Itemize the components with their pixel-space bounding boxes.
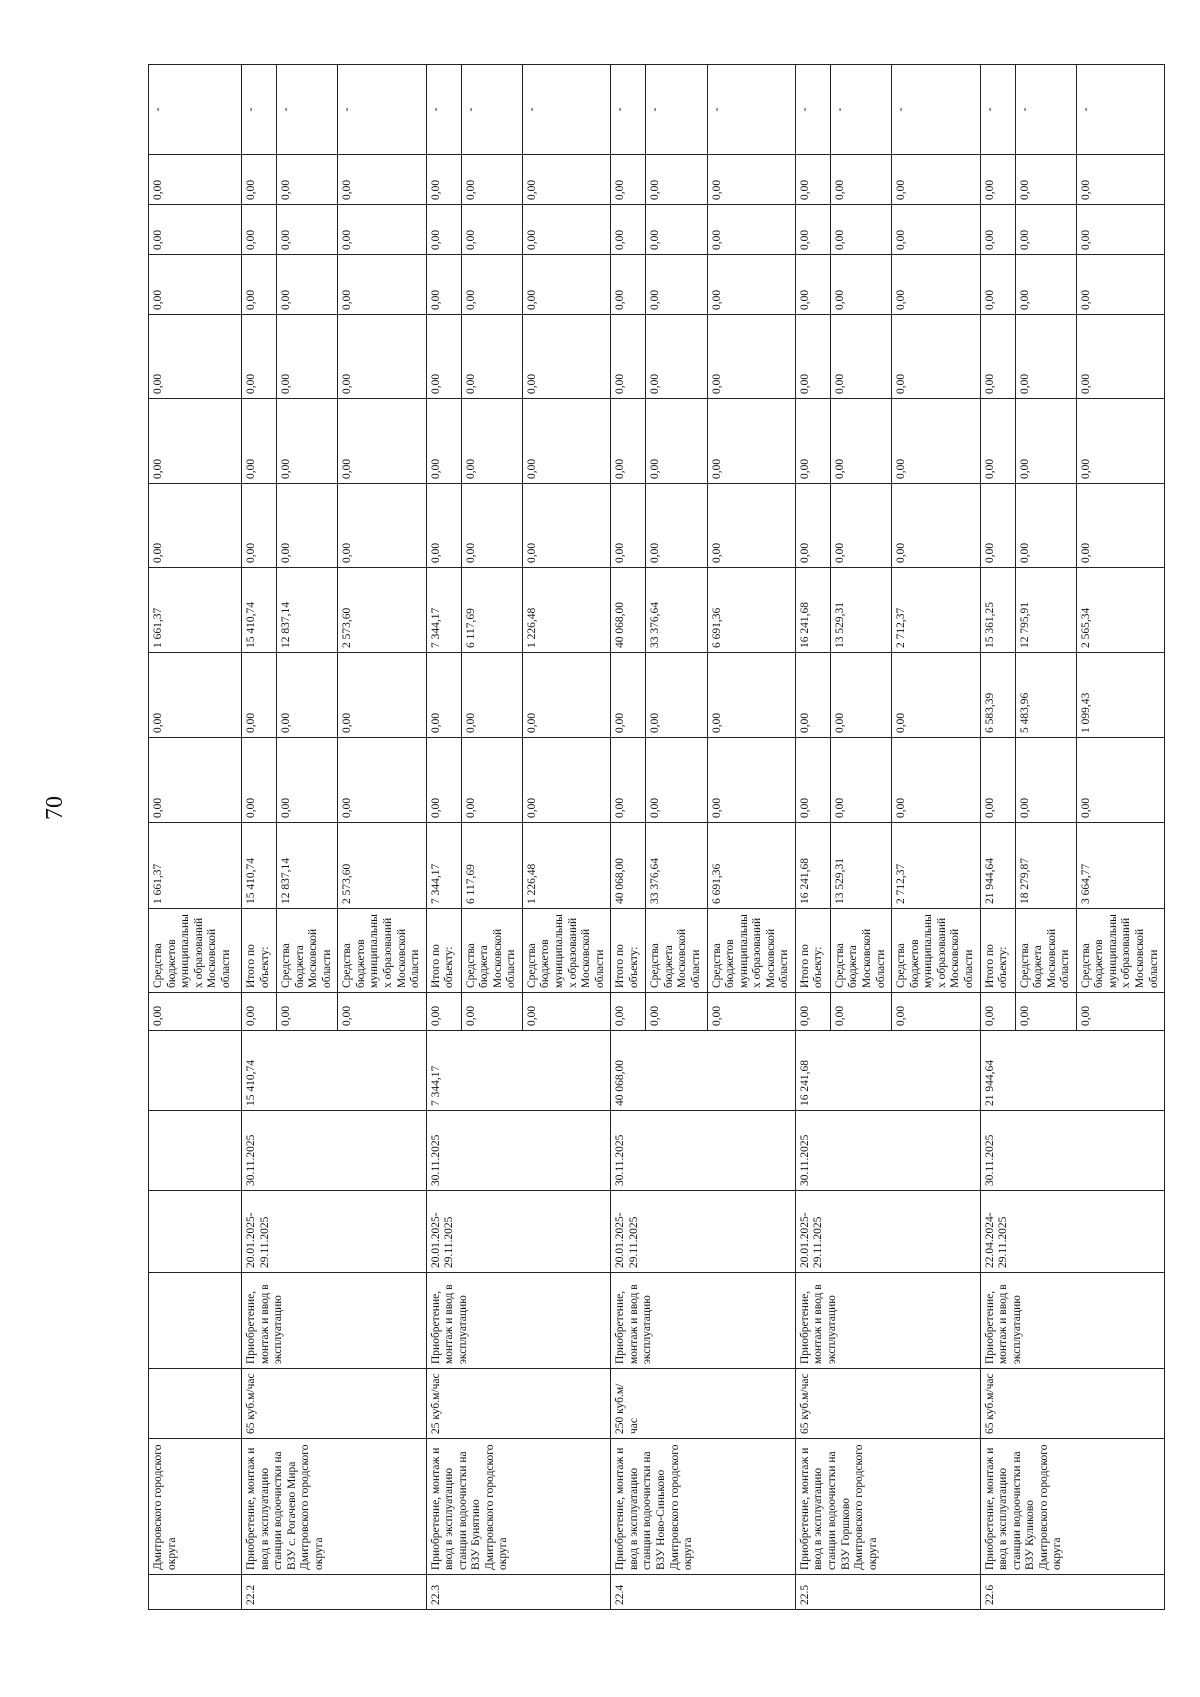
value-cell: 0,00 [795,155,830,205]
source-cell: Средства бюджета Московской области [461,909,522,993]
value-cell: 0,00 [338,399,426,484]
value-cell: 0,00 [461,993,522,1031]
value-cell: 0,00 [980,315,1015,399]
budget-table-container [148,65,1160,1610]
value-cell: 0,00 [242,155,277,205]
value-cell: 0,00 [426,205,461,255]
value-cell: 33 376,64 [646,823,707,909]
value-cell: 0,00 [149,993,242,1031]
dash-cell: - [830,65,891,155]
value-cell: 0,00 [795,255,830,315]
item-capacity: 25 куб.м/час [426,1369,611,1439]
dash-cell: - [277,65,338,155]
item-number: 22.2 [242,1575,427,1610]
value-cell: 7 344,17 [426,568,461,653]
item-work-type: Приобретение, монтаж и ввод в эксплуатацию [611,1273,796,1369]
value-cell: 0,00 [338,205,426,255]
source-cell: Средства бюджетов муниципальных образований Московской области [149,909,242,993]
value-cell: 0,00 [707,653,795,738]
value-cell: 0,00 [1015,315,1076,399]
value-cell: 0,00 [338,738,426,823]
value-cell: 0,00 [1076,155,1164,205]
table-row [980,65,1015,1610]
value-cell: 0,00 [830,484,891,568]
value-cell: 0,00 [707,484,795,568]
value-cell: 0,00 [149,155,242,205]
value-cell: 0,00 [338,155,426,205]
value-cell: 0,00 [830,315,891,399]
value-cell: 0,00 [980,205,1015,255]
value-cell: 0,00 [426,993,461,1031]
value-cell: 0,00 [338,315,426,399]
value-cell: 2 712,37 [892,823,980,909]
value-cell: 1 099,43 [1076,653,1164,738]
value-cell: 0,00 [242,205,277,255]
value-cell: 0,00 [646,738,707,823]
source-cell: Средства бюджета Московской области [646,909,707,993]
value-cell: 0,00 [522,993,610,1031]
table-row [795,65,830,1610]
item-period: 22.04.2024-29.11.2025 [980,1191,1165,1273]
value-cell: 0,00 [242,653,277,738]
value-cell: 0,00 [611,484,646,568]
item-limit: 16 241,68 [795,1031,980,1111]
table-body [149,65,1165,1610]
value-cell: 0,00 [1076,315,1164,399]
owner-cell: Дмитровского городского округа [149,1439,242,1575]
dash-cell: - [522,65,610,155]
value-cell: 0,00 [149,315,242,399]
dash-cell: - [980,65,1015,155]
value-cell: 5 483,96 [1015,653,1076,738]
item-limit: 7 344,17 [426,1031,611,1111]
value-cell: 0,00 [980,155,1015,205]
value-cell: 0,00 [611,255,646,315]
value-cell: 0,00 [242,738,277,823]
value-cell: 0,00 [707,155,795,205]
value-cell: 6 691,36 [707,823,795,909]
value-cell: 0,00 [277,315,338,399]
value-cell: 0,00 [830,205,891,255]
value-cell: 0,00 [522,255,610,315]
value-cell: 0,00 [892,484,980,568]
value-cell: 0,00 [242,255,277,315]
dash-cell: - [242,65,277,155]
value-cell: 0,00 [277,205,338,255]
value-cell: 0,00 [461,399,522,484]
value-cell: 0,00 [892,255,980,315]
source-cell: Итого по объекту: [426,909,461,993]
dash-cell: - [149,65,242,155]
item-capacity: 250 куб.м/час [611,1369,796,1439]
item-work-type: Приобретение, монтаж и ввод в эксплуатацию [426,1273,611,1369]
value-cell: 21 944,64 [980,823,1015,909]
value-cell: 0,00 [426,155,461,205]
dash-cell: - [892,65,980,155]
table-row [426,65,461,1610]
item-work-type: Приобретение, монтаж и ввод в эксплуатацию [242,1273,427,1369]
value-cell: 0,00 [707,993,795,1031]
value-cell: 0,00 [1076,738,1164,823]
value-cell: 0,00 [830,653,891,738]
value-cell: 1 661,37 [149,823,242,909]
table-row [611,65,646,1610]
value-cell: 0,00 [980,993,1015,1031]
item-completion-date: 30.11.2025 [426,1111,611,1191]
item-period: 20.01.2025-29.11.2025 [795,1191,980,1273]
value-cell: 15 410,74 [242,823,277,909]
value-cell: 0,00 [611,315,646,399]
value-cell: 0,00 [522,205,610,255]
value-cell: 0,00 [611,205,646,255]
value-cell: 0,00 [830,993,891,1031]
value-cell: 0,00 [892,205,980,255]
value-cell: 0,00 [242,993,277,1031]
item-number: 22.6 [980,1575,1165,1610]
value-cell: 18 279,87 [1015,823,1076,909]
value-cell: 0,00 [461,255,522,315]
value-cell: 0,00 [149,738,242,823]
value-cell: 0,00 [795,653,830,738]
value-cell: 0,00 [1015,399,1076,484]
dash-cell: - [461,65,522,155]
item-limit: 40 068,00 [611,1031,796,1111]
value-cell: 0,00 [277,993,338,1031]
value-cell: 0,00 [611,399,646,484]
value-cell: 0,00 [242,315,277,399]
value-cell: 1 226,48 [522,568,610,653]
value-cell: 2 565,34 [1076,568,1164,653]
value-cell: 0,00 [646,653,707,738]
value-cell: 0,00 [242,399,277,484]
source-cell: Итого по объекту: [795,909,830,993]
item-period: 20.01.2025-29.11.2025 [611,1191,796,1273]
table-row [242,65,277,1610]
item-work-type: Приобретение, монтаж и ввод в эксплуатацию [795,1273,980,1369]
value-cell: 0,00 [611,738,646,823]
value-cell: 0,00 [707,315,795,399]
value-cell: 0,00 [1015,484,1076,568]
value-cell: 0,00 [426,653,461,738]
source-cell: Средства бюджетов муниципальных образований Московской области [338,909,426,993]
value-cell: 13 529,31 [830,568,891,653]
value-cell: 0,00 [795,399,830,484]
value-cell: 0,00 [892,653,980,738]
item-completion-date: 30.11.2025 [795,1111,980,1191]
value-cell: 0,00 [149,484,242,568]
value-cell: 33 376,64 [646,568,707,653]
source-cell: Итого по объекту: [611,909,646,993]
source-cell: Средства бюджета Московской области [830,909,891,993]
value-cell: 0,00 [426,399,461,484]
dash-cell: - [611,65,646,155]
value-cell: 15 361,25 [980,568,1015,653]
value-cell: 0,00 [338,484,426,568]
cell-empty [149,1369,242,1439]
cell-empty [149,1273,242,1369]
value-cell: 0,00 [149,653,242,738]
value-cell: 0,00 [830,255,891,315]
item-number: 22.3 [426,1575,611,1610]
value-cell: 0,00 [795,738,830,823]
value-cell: 0,00 [646,484,707,568]
value-cell: 16 241,68 [795,568,830,653]
value-cell: 0,00 [611,155,646,205]
value-cell: 0,00 [980,738,1015,823]
value-cell: 0,00 [892,993,980,1031]
source-cell: Средства бюджетов муниципальных образований Московской области [1076,909,1164,993]
value-cell: 0,00 [277,399,338,484]
value-cell: 0,00 [646,155,707,205]
value-cell: 0,00 [1015,255,1076,315]
value-cell: 0,00 [707,255,795,315]
value-cell: 0,00 [646,255,707,315]
source-cell: Средства бюджетов муниципальных образований Московской области [707,909,795,993]
value-cell: 0,00 [426,315,461,399]
value-cell: 0,00 [426,255,461,315]
value-cell: 15 410,74 [242,568,277,653]
value-cell: 0,00 [1015,738,1076,823]
item-name: Приобретение, монтаж и ввод в эксплуатацию станции водоочистки на ВЗУ Бунятино Дмитровского городского округа [426,1439,611,1575]
value-cell: 0,00 [338,255,426,315]
value-cell: 12 837,14 [277,568,338,653]
source-cell: Средства бюджетов муниципальных образований Московской области [892,909,980,993]
value-cell: 0,00 [1015,155,1076,205]
source-cell: Итого по объекту: [242,909,277,993]
value-cell: 0,00 [1076,399,1164,484]
cell-empty [149,1111,242,1191]
value-cell: 0,00 [1076,484,1164,568]
value-cell: 0,00 [1076,255,1164,315]
value-cell: 0,00 [707,205,795,255]
value-cell: 0,00 [426,738,461,823]
item-name: Приобретение, монтаж и ввод в эксплуатацию станции водоочистки на ВЗУ Ново-Синьково Дмитровского городского округа [611,1439,796,1575]
value-cell: 6 117,69 [461,568,522,653]
value-cell: 3 664,77 [1076,823,1164,909]
value-cell: 40 068,00 [611,823,646,909]
value-cell: 0,00 [522,399,610,484]
value-cell: 0,00 [892,738,980,823]
item-name: Приобретение, монтаж и ввод в эксплуатацию станции водоочистки на ВЗУ Куликово Дмитровского городского округа [980,1439,1165,1575]
value-cell: 0,00 [522,484,610,568]
dash-cell: - [426,65,461,155]
value-cell: 0,00 [461,155,522,205]
dash-cell: - [1015,65,1076,155]
item-number: 22.5 [795,1575,980,1610]
value-cell: 0,00 [522,653,610,738]
value-cell: 1 661,37 [149,568,242,653]
value-cell: 0,00 [980,255,1015,315]
value-cell: 6 583,39 [980,653,1015,738]
value-cell: 0,00 [461,653,522,738]
value-cell: 0,00 [1076,205,1164,255]
value-cell: 16 241,68 [795,823,830,909]
value-cell: 0,00 [338,653,426,738]
value-cell: 0,00 [707,399,795,484]
dash-cell: - [707,65,795,155]
item-limit: 15 410,74 [242,1031,427,1111]
value-cell: 0,00 [980,484,1015,568]
value-cell: 0,00 [242,484,277,568]
value-cell: 12 795,91 [1015,568,1076,653]
value-cell: 13 529,31 [830,823,891,909]
dash-cell: - [1076,65,1164,155]
item-limit: 21 944,64 [980,1031,1165,1111]
value-cell: 0,00 [611,653,646,738]
item-period: 20.01.2025-29.11.2025 [426,1191,611,1273]
cell-empty [149,1575,242,1610]
value-cell: 0,00 [646,205,707,255]
value-cell: 6 691,36 [707,568,795,653]
value-cell: 0,00 [646,993,707,1031]
item-period: 20.01.2025-29.11.2025 [242,1191,427,1273]
item-completion-date: 30.11.2025 [980,1111,1165,1191]
source-cell: Средства бюджетов муниципальных образований Московской области [522,909,610,993]
value-cell: 0,00 [646,399,707,484]
dash-cell: - [795,65,830,155]
value-cell: 0,00 [277,155,338,205]
item-completion-date: 30.11.2025 [611,1111,796,1191]
value-cell: 6 117,69 [461,823,522,909]
value-cell: 12 837,14 [277,823,338,909]
item-capacity: 65 куб.м/час [980,1369,1165,1439]
source-cell: Средства бюджета Московской области [277,909,338,993]
source-cell: Итого по объекту: [980,909,1015,993]
value-cell: 0,00 [522,155,610,205]
value-cell: 0,00 [830,155,891,205]
value-cell: 0,00 [611,993,646,1031]
value-cell: 0,00 [277,484,338,568]
value-cell: 0,00 [830,738,891,823]
value-cell: 0,00 [980,399,1015,484]
item-number: 22.4 [611,1575,796,1610]
budget-table [148,64,1165,1610]
value-cell: 0,00 [892,315,980,399]
page-number: 70 [42,796,68,820]
value-cell: 0,00 [461,205,522,255]
value-cell: 0,00 [830,399,891,484]
value-cell: 0,00 [892,155,980,205]
item-capacity: 65 куб.м/час [242,1369,427,1439]
value-cell: 0,00 [1015,993,1076,1031]
item-completion-date: 30.11.2025 [242,1111,427,1191]
item-name: Приобретение, монтаж и ввод в эксплуатацию станции водоочистки на ВЗУ с. Рогачево Мира Дмитровского городского округа [242,1439,427,1575]
value-cell: 0,00 [707,738,795,823]
cell-empty [149,1191,242,1273]
dash-cell: - [338,65,426,155]
value-cell: 0,00 [426,484,461,568]
value-cell: 2 712,37 [892,568,980,653]
value-cell: 0,00 [461,484,522,568]
item-name: Приобретение, монтаж и ввод в эксплуатацию станции водоочистки на ВЗУ Горшково Дмитровского городского округа [795,1439,980,1575]
value-cell: 7 344,17 [426,823,461,909]
value-cell: 0,00 [646,315,707,399]
value-cell: 0,00 [892,399,980,484]
value-cell: 0,00 [461,738,522,823]
value-cell: 0,00 [1076,993,1164,1031]
value-cell: 2 573,60 [338,568,426,653]
value-cell: 0,00 [277,653,338,738]
value-cell: 0,00 [277,738,338,823]
dash-cell: - [646,65,707,155]
value-cell: 0,00 [149,255,242,315]
value-cell: 0,00 [1015,205,1076,255]
source-cell: Средства бюджета Московской области [1015,909,1076,993]
value-cell: 40 068,00 [611,568,646,653]
item-work-type: Приобретение, монтаж и ввод в эксплуатацию [980,1273,1165,1369]
value-cell: 2 573,60 [338,823,426,909]
value-cell: 0,00 [338,993,426,1031]
value-cell: 1 226,48 [522,823,610,909]
value-cell: 0,00 [522,315,610,399]
value-cell: 0,00 [795,315,830,399]
value-cell: 0,00 [795,205,830,255]
value-cell: 0,00 [461,315,522,399]
value-cell: 0,00 [149,399,242,484]
cell-empty [149,1031,242,1111]
value-cell: 0,00 [795,993,830,1031]
table-row [149,65,242,1610]
item-capacity: 65 куб.м/час [795,1369,980,1439]
value-cell: 0,00 [149,205,242,255]
value-cell: 0,00 [522,738,610,823]
value-cell: 0,00 [277,255,338,315]
value-cell: 0,00 [795,484,830,568]
